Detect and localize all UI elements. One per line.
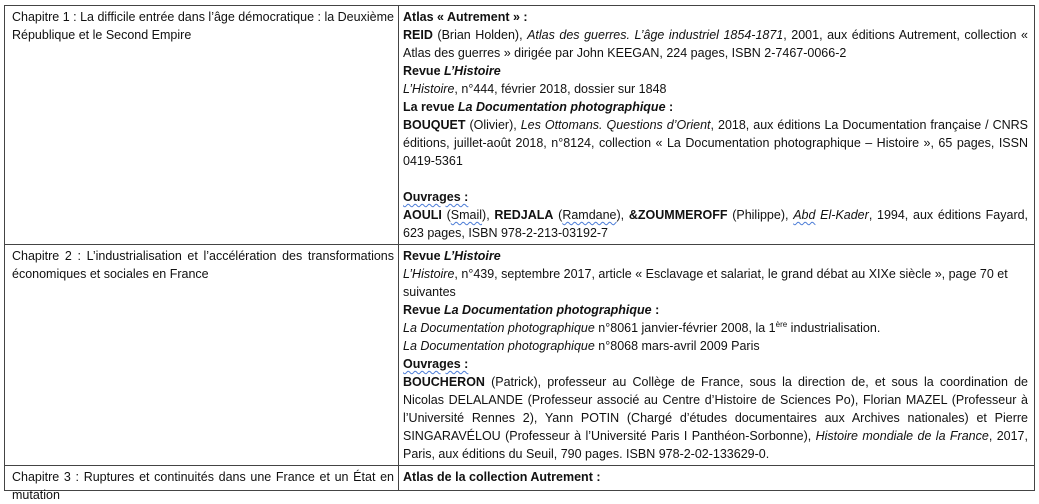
reference-revue: L’Histoire, n°444, février 2018, dossier sur 1848 xyxy=(403,82,667,96)
reference-revue: L’Histoire, n°439, septembre 2017, article « Esclavage et salariat, le grand débat au XIXe siècle », page 70 et suivantes xyxy=(403,267,1008,299)
section-heading-ouvrages: Ouvrages : xyxy=(403,357,469,371)
resources-cell xyxy=(399,245,1035,465)
table-row xyxy=(5,466,1035,502)
section-heading-atlas: Atlas « Autrement » : xyxy=(403,10,528,24)
reference-atlas: REID (Brian Holden), Atlas des guerres. L’âge industriel 1854-1871, 2001, aux éditions Autrement, collection « Atlas des guerres » dirigée par John KEEGAN, 224 pages, ISBN 2-7467-0066-2 xyxy=(403,28,1028,60)
resources-cell xyxy=(399,6,1035,244)
reference-documentation-1: La Documentation photographique n°8061 janvier-février 2008, la 1ère industrialisation. xyxy=(403,319,881,335)
blank-line xyxy=(403,170,1028,188)
section-heading-atlas: Atlas de la collection Autrement : xyxy=(403,470,601,484)
chapter-title: Chapitre 2 : L’industrialisation et l’accélération des transformations économiques et sociales en France xyxy=(12,249,394,281)
section-heading-ouvrages: Ouvrages : xyxy=(403,190,469,204)
table-row xyxy=(5,6,1035,245)
section-heading-documentation: Revue La Documentation photographique : xyxy=(403,303,660,317)
reference-documentation: BOUQUET (Olivier), Les Ottomans. Questions d’Orient, 2018, aux éditions La Documentation française / CNRS éditions, juillet-août 2018, n°8124, collection « La Documentation photographique – Histoire », 65 pages, ISSN 0419-5361 xyxy=(403,118,1029,168)
resources-cell xyxy=(399,466,1035,490)
section-heading-revue: Revue L’Histoire xyxy=(403,64,501,78)
chapter-cell xyxy=(5,245,399,465)
chapter-title: Chapitre 1 : La difficile entrée dans l’âge démocratique : la Deuxième République et le Second Empire xyxy=(12,10,394,42)
chapter-title: Chapitre 3 : Ruptures et continuités dans une France et un État en mutation xyxy=(12,470,394,502)
chapter-cell xyxy=(5,466,399,502)
reference-ouvrage: BOUCHERON (Patrick), professeur au Collège de France, sous la direction de, et sous la coordination de Nicolas DELALANDE (Professeur associé au Centre d’Histoire de Sciences Po), Florian MAZEL (Professeur à l’Université Rennes 2), Yann POTIN (Chargé d’études documentaires aux Archives nationales) et Pierre SINGARAVÉLOU (Professeur à l’Université Paris I Panthéon-Sorbonne), Histoire mondiale de la France, 2017, Paris, aux éditions du Seuil, 790 pages. ISBN 978-2-02-133629-0. xyxy=(403,375,1028,461)
bibliography-table xyxy=(4,5,1035,502)
table-row xyxy=(5,245,1035,466)
reference-ouvrage: AOULI (Smail), REDJALA (Ramdane), &ZOUMMEROFF (Philippe), Abd El-Kader, 1994, aux éditions Fayard, 623 pages, ISBN 978-2-213-03192-7 xyxy=(403,208,1029,240)
section-heading-revue: Revue L’Histoire xyxy=(403,249,501,263)
reference-documentation-2: La Documentation photographique n°8068 mars-avril 2009 Paris xyxy=(403,339,760,353)
section-heading-documentation: La revue La Documentation photographique : xyxy=(403,100,674,114)
chapter-cell xyxy=(5,6,399,244)
